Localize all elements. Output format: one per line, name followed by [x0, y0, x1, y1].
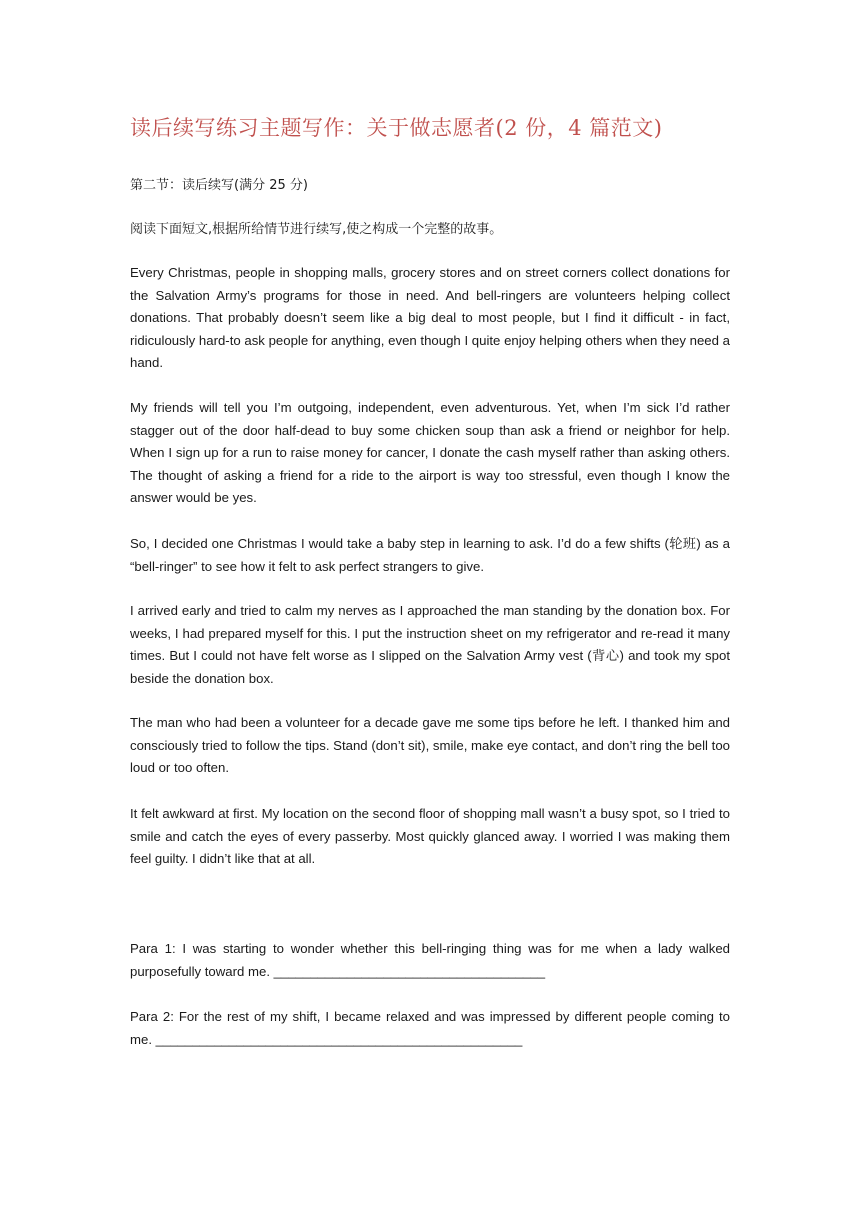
continuation-prompt: Para 2: For the rest of my shift, I became relaxed and was impressed by different people coming to me. __________________________________________________ [130, 1009, 730, 1047]
story-paragraph: So, I decided one Christmas I would take a baby step in learning to ask. I’d do a few shifts (轮班) as a “bell-ringer” to see how it felt to ask perfect strangers to give. [130, 536, 730, 574]
story-paragraph: My friends will tell you I’m outgoing, independent, even adventurous. Yet, when I’m sick I’d rather stagger out of the door half-dead to buy some chicken soup than ask a friend or neighbor for help. When I sign up for a run to raise money for cancer, I donate the cash myself rather than asking others. The thought of asking a friend for a ride to the airport is way too stressful, even though I know the answer would be yes. [130, 400, 730, 506]
story-paragraph: I arrived early and tried to calm my nerves as I approached the man standing by the donation box. For weeks, I had prepared myself for this. I put the instruction sheet on my refrigerator and re-read it many times. But I could not have felt worse as I slipped on the Salvation Army vest (背心) and took my spot beside the donation box. [130, 603, 730, 686]
section-heading: 第二节：读后续写(满分 25 分) [130, 178, 308, 193]
continuation-prompt: Para 1: I was starting to wonder whether this bell-ringing thing was for me when a lady walked purposefully toward me. _____________________________________ [130, 941, 730, 979]
instruction-text: 阅读下面短文,根据所给情节进行续写,使之构成一个完整的故事。 [130, 222, 503, 237]
story-paragraph: The man who had been a volunteer for a decade gave me some tips before he left. I thanked him and consciously tried to follow the tips. Stand (don’t sit), smile, make eye contact, and don’t ring the bell too loud or too often. [130, 715, 730, 776]
document-title: 读后续写练习主题写作：关于做志愿者(2 份，4 篇范文) [130, 116, 663, 140]
story-paragraph: Every Christmas, people in shopping malls, grocery stores and on street corners collect donations for the Salvation Army’s programs for those in need. And bell-ringers are volunteers helping collect donations. That probably doesn’t seem like a big deal to most people, but I find it difficult - in fact, ridiculously hard-to ask people for anything, even though I quite enjoy helping others when they need a hand. [130, 265, 730, 371]
story-paragraph: It felt awkward at first. My location on the second floor of shopping mall wasn’t a busy spot, so I tried to smile and catch the eyes of every passerby. Most quickly glanced away. I worried I was making them feel guilty. I didn’t like that at all. [130, 806, 730, 867]
